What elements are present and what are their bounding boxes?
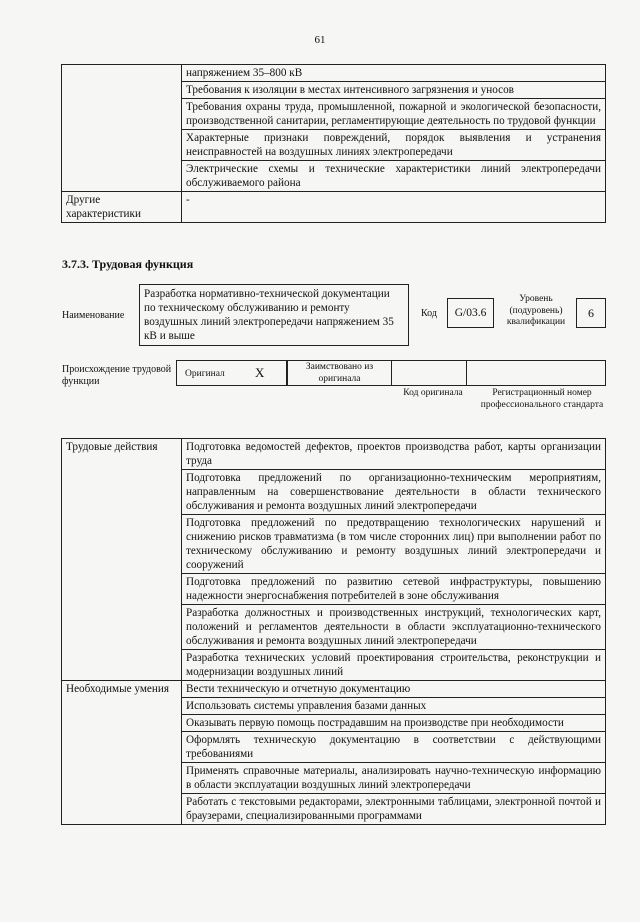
level-label: Уровень (подуровень) квалификации bbox=[506, 294, 566, 327]
knowledge-item: Требования охраны труда, промышленной, пожарной и экологической безопасности, производственной санитарии, регламентирующие деятельность по трудовой функции bbox=[182, 99, 606, 130]
knowledge-item: напряжением 35–800 кВ bbox=[182, 65, 606, 82]
action-item: Разработка технических условий проектирования строительства, реконструкции и модернизации воздушных линий bbox=[182, 650, 606, 681]
action-item: Подготовка предложений по организационно-техническим мероприятиям, направленным на совершенствование деятельности в области технического обслуживания и ремонта воздушных линий электропередачи bbox=[182, 470, 606, 515]
code-original-cell bbox=[391, 360, 467, 386]
borrowed-cell bbox=[287, 360, 392, 386]
original-cell bbox=[176, 360, 247, 386]
empty-label-cell bbox=[62, 65, 182, 192]
table-row bbox=[62, 192, 606, 223]
skill-item: Использовать системы управления базами данных bbox=[182, 698, 606, 715]
skill-item: Оформлять техническую документацию в соответствии с действующими требованиями bbox=[182, 732, 606, 763]
table-row bbox=[62, 65, 606, 82]
reg-number-label: Регистрационный номер профессионального стандарта bbox=[480, 388, 604, 410]
action-item: Подготовка предложений по предотвращению технологических нарушений и снижению рисков травматизма (в том числе сторонних лиц) при выполнении работ по техническому обслуживанию и ремонту воздушных линий электропередачи и сооружений bbox=[182, 515, 606, 574]
function-code-box: G/03.6 bbox=[447, 298, 494, 328]
knowledge-item: Характерные признаки повреждений, порядок выявления и устранения неисправностей на воздушных линиях электропередачи bbox=[182, 130, 606, 161]
continuation-table bbox=[61, 64, 606, 223]
actions-label: Трудовые действия bbox=[62, 439, 182, 681]
origin-label: Происхождение трудовой функции bbox=[62, 364, 172, 387]
table-row bbox=[62, 439, 606, 470]
skill-item: Вести техническую и отчетную документацию bbox=[182, 681, 606, 698]
action-item: Подготовка ведомостей дефектов, проектов производства работ, карты организации труда bbox=[182, 439, 606, 470]
original-label: Оригинал bbox=[185, 369, 225, 379]
skill-item: Применять справочные материалы, анализировать научно-техническую информацию в области эксплуатации воздушных линий электропередачи bbox=[182, 763, 606, 794]
reg-number-cell bbox=[466, 360, 606, 386]
skills-label: Необходимые умения bbox=[62, 681, 182, 825]
section-heading: 3.7.3. Трудовая функция bbox=[62, 257, 194, 271]
function-table bbox=[61, 438, 606, 825]
other-characteristics-label: Другие характеристики bbox=[62, 192, 182, 223]
code-original-label: Код оригинала bbox=[403, 388, 463, 398]
knowledge-item: Электрические схемы и технические характеристики линий электропередачи обслуживаемого района bbox=[182, 161, 606, 192]
code-label: Код bbox=[421, 308, 437, 319]
function-name-box: Разработка нормативно-технической документации по техническому обслуживанию и ремонту воздушных линий электропередачи напряжением 35 кВ и выше bbox=[139, 284, 409, 346]
action-item: Подготовка предложений по развитию сетевой инфраструктуры, повышению надежности энергоснабжения потребителей в зоне обслуживания bbox=[182, 574, 606, 605]
origin-row bbox=[176, 360, 606, 386]
original-mark: X bbox=[255, 365, 265, 380]
other-characteristics-value: - bbox=[182, 192, 606, 223]
skill-item: Работать с текстовыми редакторами, электронными таблицами, электронной почтой и браузерами, специализированными программами bbox=[182, 794, 606, 825]
level-value-box: 6 bbox=[576, 298, 606, 328]
name-label: Наименование bbox=[62, 310, 125, 321]
table-row bbox=[62, 681, 606, 698]
skill-item: Оказывать первую помощь пострадавшим на производстве при необходимости bbox=[182, 715, 606, 732]
page-number: 61 bbox=[314, 34, 326, 46]
borrowed-label: Заимствовано из оригинала bbox=[305, 362, 374, 384]
action-item: Разработка должностных и производственных инструкций, технологических карт, положений и регламентов деятельности в области эксплуатационно-технического обслуживания и ремонта воздушных линий электропередачи bbox=[182, 605, 606, 650]
original-mark-cell bbox=[247, 360, 287, 386]
knowledge-item: Требования к изоляции в местах интенсивного загрязнения и уносов bbox=[182, 82, 606, 99]
